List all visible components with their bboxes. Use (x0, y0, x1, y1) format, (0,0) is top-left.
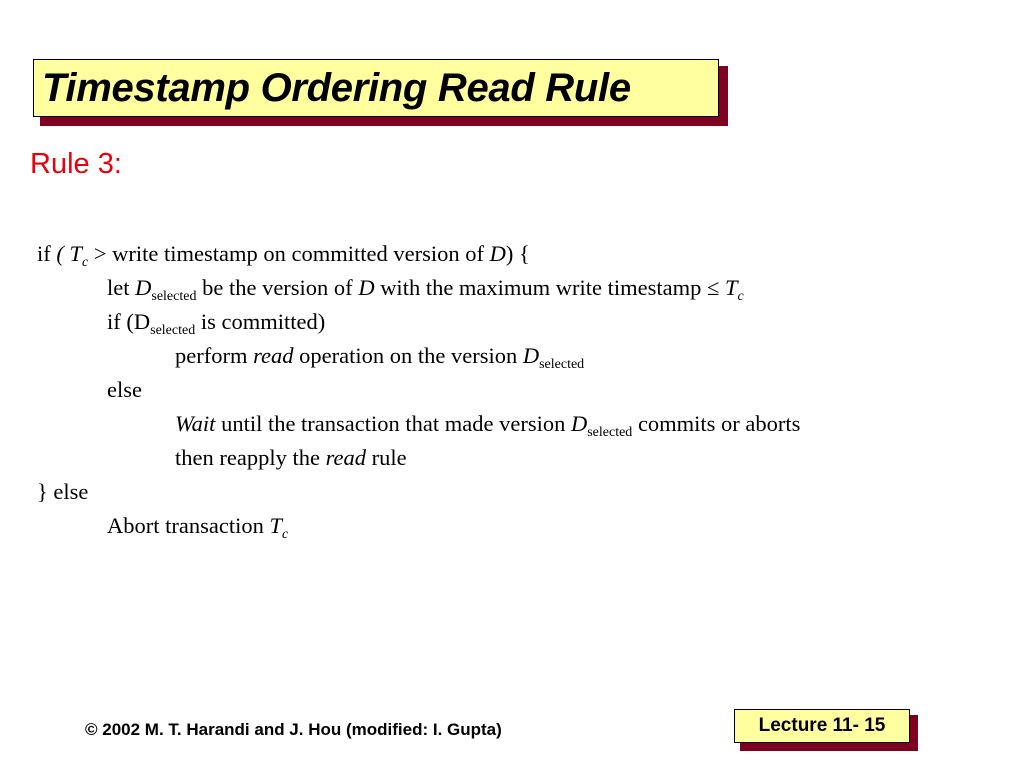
code-line-5: else (107, 377, 142, 402)
code-line-7: then reapply the read rule (175, 445, 407, 470)
copyright-footer: © 2002 M. T. Harandi and J. Hou (modified: I. Gupta) (85, 720, 502, 739)
code-line-1: if ( $T_c$ > write timestamp on committed version of D) { (37, 241, 530, 270)
pseudocode-block (37, 237, 800, 543)
code-line-3: if ($D_{selected}$ is committed) (107, 309, 326, 338)
lecture-number: Lecture 11- 15 (758, 715, 886, 736)
lecture-badge (734, 709, 910, 743)
title-box (33, 59, 719, 117)
code-line-6: Wait until the transaction that made version $D_{selected}$ commits or aborts (175, 411, 801, 440)
code-line-4: perform read operation on the version $D_{selected}$ (175, 343, 585, 372)
slide-title: Timestamp Ordering Read Rule (42, 65, 631, 110)
code-line-2: let $D_{selected}$ be the version of D with the maximum write timestamp ≤ $T_c$ (107, 275, 744, 304)
rule-heading: Rule 3: (30, 148, 122, 180)
code-line-9: Abort transaction $T_c$ (107, 513, 289, 542)
code-line-8: } else (37, 479, 89, 504)
